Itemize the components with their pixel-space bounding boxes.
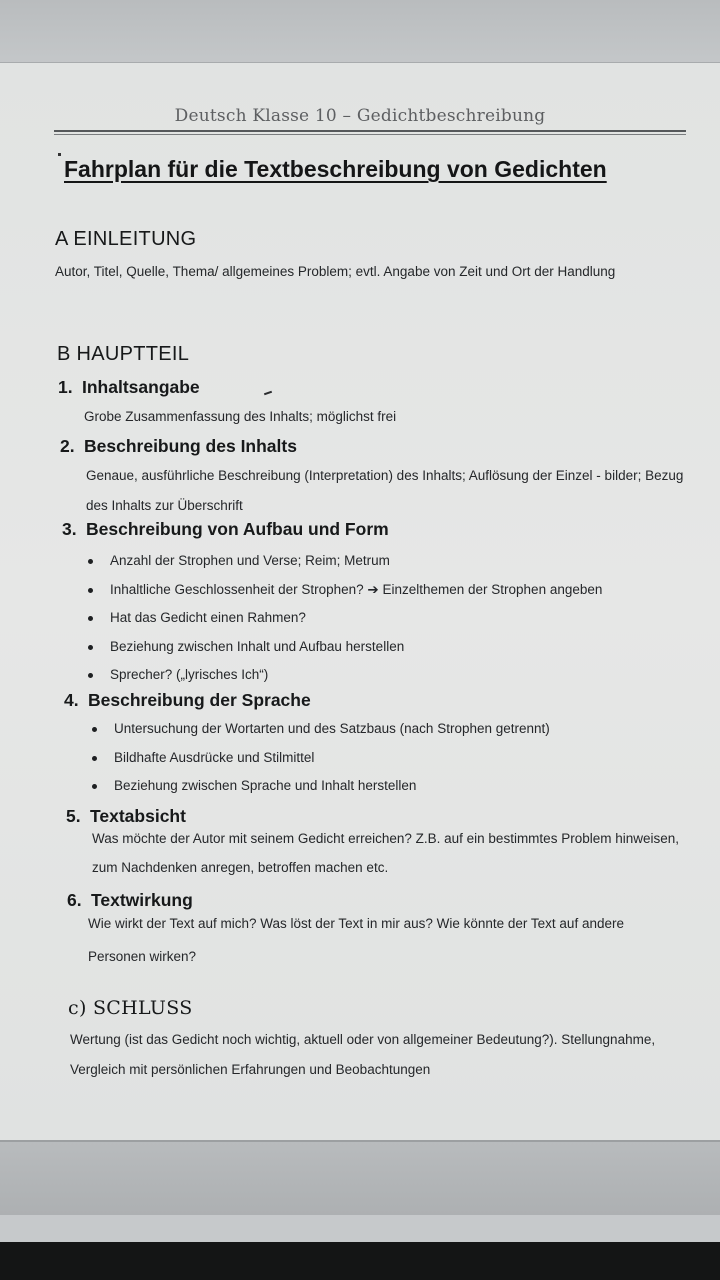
item-6-number: 6. bbox=[67, 890, 82, 910]
item-3-title bbox=[62, 519, 389, 540]
section-c-heading: c) SCHLUSS bbox=[68, 997, 193, 1019]
stray-mark bbox=[264, 391, 272, 396]
list-item: Beziehung zwischen Sprache und Inhalt herstellen bbox=[90, 772, 550, 801]
screen-bottom-strip bbox=[0, 1215, 720, 1245]
item-1-text: Grobe Zusammenfassung des Inhalts; möglichst frei bbox=[84, 409, 397, 424]
monitor-bezel bbox=[0, 1242, 720, 1280]
page-bottom-edge bbox=[0, 1140, 720, 1142]
item-3-number: 3. bbox=[62, 519, 77, 539]
list-item: Beziehung zwischen Inhalt und Aufbau herstellen bbox=[86, 633, 602, 662]
item-5-number: 5. bbox=[66, 806, 81, 826]
item-4-title bbox=[64, 690, 311, 711]
item-1-label: Inhaltsangabe bbox=[82, 377, 200, 397]
header-divider bbox=[54, 130, 686, 135]
list-item: Sprecher? („lyrisches Ich“) bbox=[86, 661, 602, 690]
item-4-bullet-list bbox=[90, 715, 550, 801]
item-2-label: Beschreibung des Inhalts bbox=[84, 436, 297, 456]
stray-dot bbox=[58, 153, 61, 156]
item-1-number: 1. bbox=[58, 377, 73, 397]
item-5-text: Was möchte der Autor mit seinem Gedicht erreichen? Z.B. auf ein bestimmtes Problem hinweisen, zum Nachdenken anregen, betroffen machen etc. bbox=[92, 831, 679, 875]
list-item: Bildhafte Ausdrücke und Stilmittel bbox=[90, 744, 550, 773]
section-a-text: Autor, Titel, Quelle, Thema/ allgemeines Problem; evtl. Angabe von Zeit und Ort der Handlung bbox=[55, 264, 616, 279]
item-3-label: Beschreibung von Aufbau und Form bbox=[86, 519, 389, 539]
section-c-text: Wertung (ist das Gedicht noch wichtig, aktuell oder von allgemeiner Bedeutung?). Stellungnahme, Vergleich mit persönlichen Erfahrungen und Beobachtungen bbox=[70, 1032, 656, 1077]
item-6-text: Wie wirkt der Text auf mich? Was löst der Text in mir aus? Wie könnte der Text auf andere Personen wirken? bbox=[88, 916, 624, 964]
item-4-number: 4. bbox=[64, 690, 79, 710]
document-title: Fahrplan für die Textbeschreibung von Gedichten bbox=[64, 156, 607, 182]
item-1-title bbox=[58, 377, 200, 398]
section-b-heading: B HAUPTTEIL bbox=[57, 343, 190, 365]
item-2-text: Genaue, ausführliche Beschreibung (Interpretation) des Inhalts; Auflösung der Einzel - bilder; Bezug des Inhalts zur Überschrift bbox=[86, 468, 684, 513]
item-2-title bbox=[60, 436, 297, 457]
item-5-label: Textabsicht bbox=[90, 806, 186, 826]
section-a-heading: A EINLEITUNG bbox=[55, 228, 197, 250]
item-6-label: Textwirkung bbox=[91, 890, 193, 910]
page-header-title: Deutsch Klasse 10 – Gedichtbeschreibung bbox=[174, 106, 546, 126]
list-item: Untersuchung der Wortarten und des Satzbaus (nach Strophen getrennt) bbox=[90, 715, 550, 744]
item-3-bullet-list bbox=[86, 547, 602, 690]
list-item: Anzahl der Strophen und Verse; Reim; Metrum bbox=[86, 547, 602, 576]
item-2-number: 2. bbox=[60, 436, 75, 456]
list-item: Inhaltliche Geschlossenheit der Strophen? ➔ Einzelthemen der Strophen angeben bbox=[86, 576, 602, 605]
item-4-label: Beschreibung der Sprache bbox=[88, 690, 311, 710]
list-item: Hat das Gedicht einen Rahmen? bbox=[86, 604, 602, 633]
